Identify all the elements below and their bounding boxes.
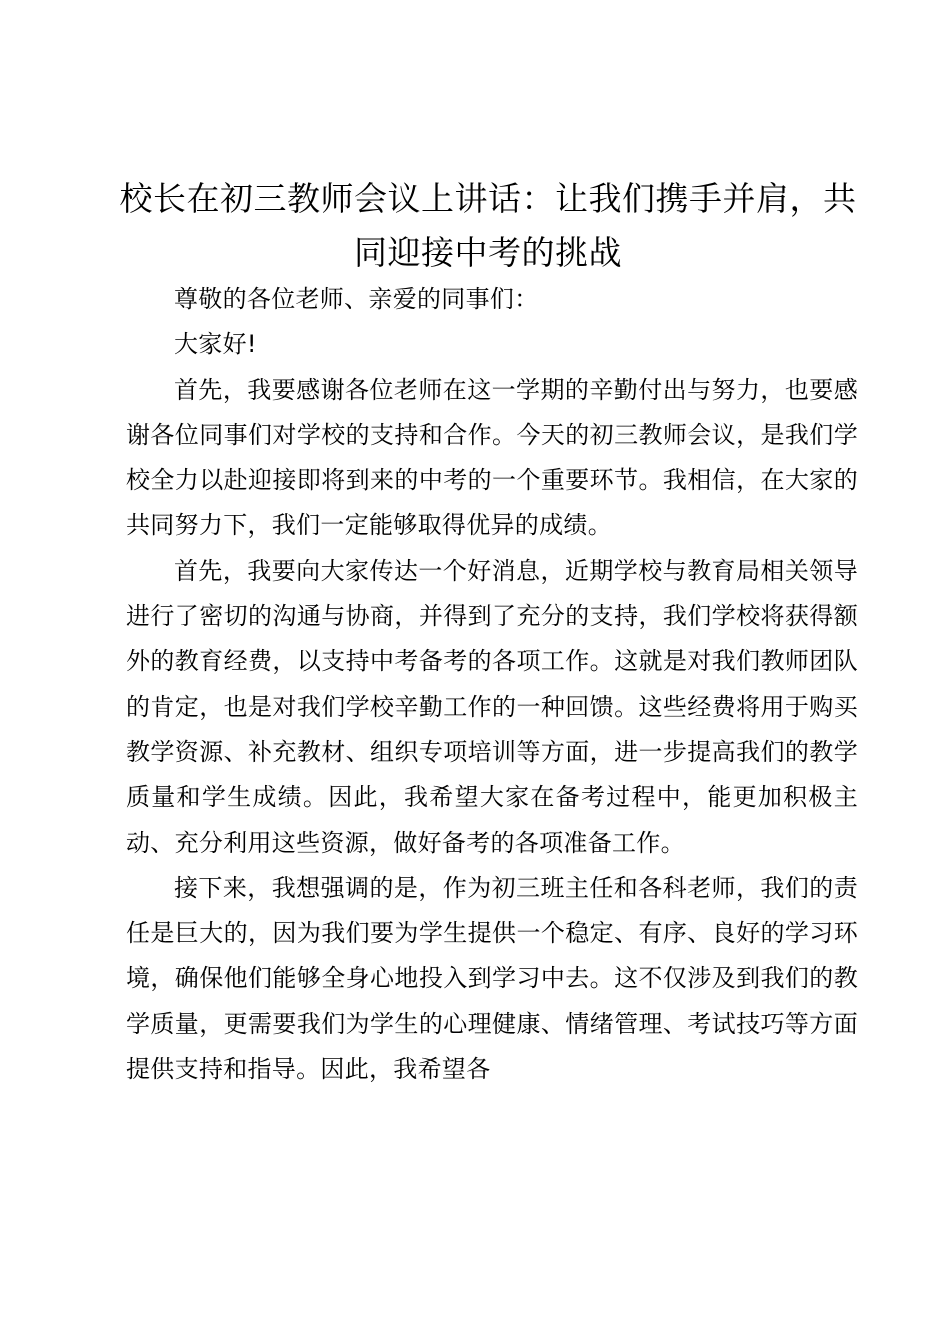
body-paragraph: 首先，我要向大家传达一个好消息，近期学校与教育局相关领导进行了密切的沟通与协商，并得到了充分的支持，我们学校将获得额外的教育经费，以支持中考备考的各项工作。这就是对我们教师团队的肯定，也是对我们学校辛勤工作的一种回馈。这些经费将用于购买教学资源、补充教材、组织专项培训等方面，进一步提高我们的教学质量和学生成绩。因此，我希望大家在备考过程中，能更加积极主动、充分利用这些资源，做好备考的各项准备工作。 <box>126 556 858 857</box>
document-body <box>126 277 858 1092</box>
body-paragraph: 首先，我要感谢各位老师在这一学期的辛勤付出与努力，也要感谢各位同事们对学校的支持和合作。今天的初三教师会议，是我们学校全力以赴迎接即将到来的中考的一个重要环节。我相信，在大家的共同努力下，我们一定能够取得优异的成绩。 <box>126 375 858 540</box>
salutation-paragraph: 尊敬的各位老师、亲爱的同事们： <box>174 285 539 313</box>
document-title: 校长在初三教师会议上讲话：让我们携手并肩，共同迎接中考的挑战 <box>119 179 857 272</box>
greeting-paragraph: 大家好! <box>174 330 257 359</box>
body-paragraph: 接下来，我想强调的是，作为初三班主任和各科老师，我们的责任是巨大的，因为我们要为学生提供一个稳定、有序、良好的学习环境，确保他们能够全身心地投入到学习中去。这不仅涉及到我们的教学质量，更需要我们为学生的心理健康、情绪管理、考试技巧等方面提供支持和指导。因此，我希望各 <box>126 873 858 1084</box>
